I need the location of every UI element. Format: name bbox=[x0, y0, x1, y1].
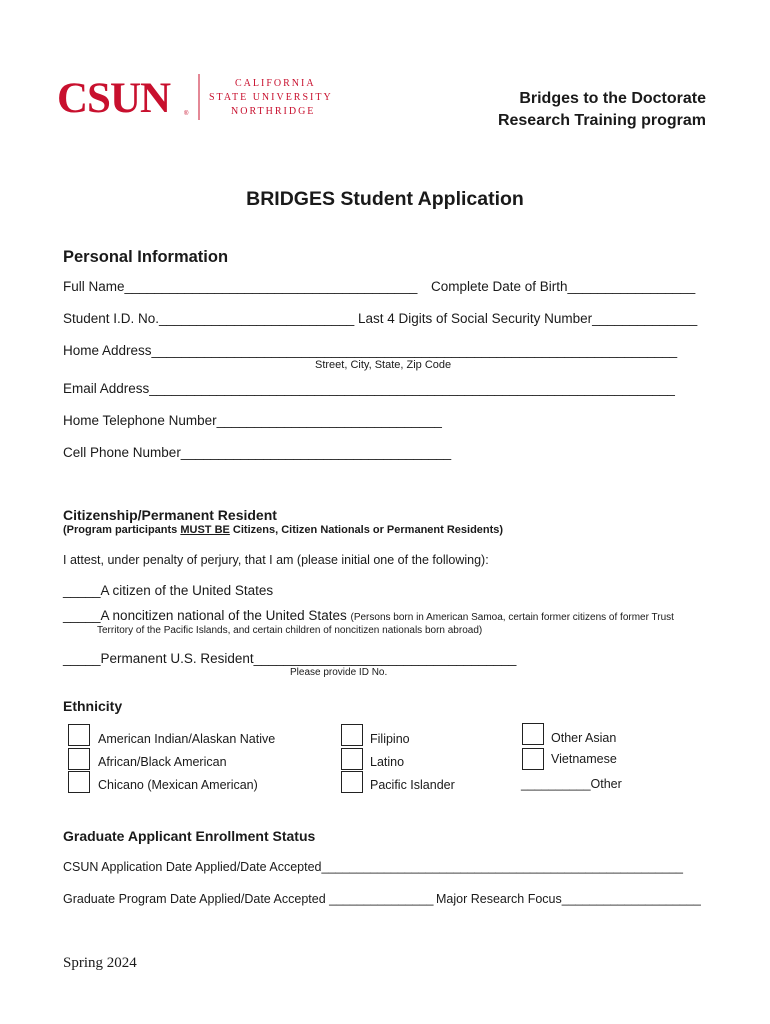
ethnicity-option: African/Black American bbox=[98, 755, 227, 769]
ethnicity-option: Pacific Islander bbox=[370, 778, 455, 792]
student-id-field[interactable]: Student I.D. No.__________________________ bbox=[63, 311, 355, 326]
program-title-line1: Bridges to the Doctorate bbox=[519, 90, 706, 107]
option-national-note-2: Territory of the Pacific Islands, and certain children of noncitizen nationals born abroad) bbox=[97, 625, 483, 636]
checkbox-filipino[interactable] bbox=[341, 724, 363, 746]
checkbox-chicano[interactable] bbox=[68, 771, 90, 793]
email-field[interactable]: Email Address______________________________________________________________________ bbox=[63, 381, 675, 396]
svg-text:NORTHRIDGE: NORTHRIDGE bbox=[231, 106, 316, 117]
checkbox-latino[interactable] bbox=[341, 748, 363, 770]
home-phone-field[interactable]: Home Telephone Number______________________________ bbox=[63, 413, 442, 428]
home-address-field[interactable]: Home Address______________________________________________________________________ bbox=[63, 343, 678, 358]
ethnicity-option: American Indian/Alaskan Native bbox=[98, 732, 276, 746]
ssn-field[interactable]: Last 4 Digits of Social Security Number______________ bbox=[358, 311, 698, 326]
svg-text:CALIFORNIA: CALIFORNIA bbox=[235, 78, 316, 89]
ethnicity-option: Vietnamese bbox=[551, 752, 617, 766]
checkbox-pacific-islander[interactable] bbox=[341, 771, 363, 793]
dob-field[interactable]: Complete Date of Birth_________________ bbox=[431, 279, 696, 294]
svg-text:STATE UNIVERSITY: STATE UNIVERSITY bbox=[209, 92, 333, 103]
ethnicity-option: Other Asian bbox=[551, 731, 617, 745]
option-national[interactable]: _____A noncitizen national of the United States (Persons born in American Samoa, certain former citizens of former Trust bbox=[63, 608, 674, 623]
csun-application-date-field[interactable]: CSUN Application Date Applied/Date Accepted____________________________________________________ bbox=[63, 860, 683, 874]
csun-logo bbox=[57, 72, 357, 124]
research-focus-field[interactable]: Major Research Focus____________________ bbox=[436, 892, 701, 906]
id-hint: Please provide ID No. bbox=[290, 667, 388, 678]
enrollment-heading: Graduate Applicant Enrollment Status bbox=[63, 828, 316, 844]
checkbox-other-asian[interactable] bbox=[522, 723, 544, 745]
personal-info-heading: Personal Information bbox=[63, 248, 229, 266]
ethnicity-option: Filipino bbox=[370, 732, 410, 746]
ethnicity-option: Chicano (Mexican American) bbox=[98, 778, 258, 792]
option-resident[interactable]: _____Permanent U.S. Resident___________________________________ bbox=[63, 651, 517, 666]
address-hint: Street, City, State, Zip Code bbox=[315, 359, 452, 371]
page-title: BRIDGES Student Application bbox=[246, 188, 524, 210]
citizenship-heading: Citizenship/Permanent Resident bbox=[63, 507, 277, 523]
svg-text:®: ® bbox=[184, 111, 189, 117]
ethnicity-option: Latino bbox=[370, 755, 405, 769]
attest-statement: I attest, under penalty of perjury, that I am (please initial one of the following): bbox=[63, 553, 489, 567]
ethnicity-heading: Ethnicity bbox=[63, 698, 123, 714]
footer-term: Spring 2024 bbox=[63, 955, 137, 971]
option-national-note: (Persons born in American Samoa, certain former citizens of former Trust bbox=[350, 612, 674, 623]
grad-program-date-field[interactable]: Graduate Program Date Applied/Date Accepted _______________ bbox=[63, 892, 434, 906]
option-citizen[interactable]: _____A citizen of the United States bbox=[63, 583, 274, 598]
program-title-line2: Research Training program bbox=[497, 112, 706, 129]
ethnicity-other-field[interactable]: __________Other bbox=[521, 777, 622, 791]
checkbox-american-indian[interactable] bbox=[68, 724, 90, 746]
citizenship-note: (Program participants MUST BE Citizens, Citizen Nationals or Permanent Residents) bbox=[63, 524, 504, 536]
full-name-field[interactable]: Full Name_______________________________________ bbox=[63, 279, 418, 294]
svg-text:CSUN: CSUN bbox=[57, 75, 171, 122]
checkbox-african-american[interactable] bbox=[68, 748, 90, 770]
checkbox-vietnamese[interactable] bbox=[522, 748, 544, 770]
cell-phone-field[interactable]: Cell Phone Number____________________________________ bbox=[63, 445, 452, 460]
